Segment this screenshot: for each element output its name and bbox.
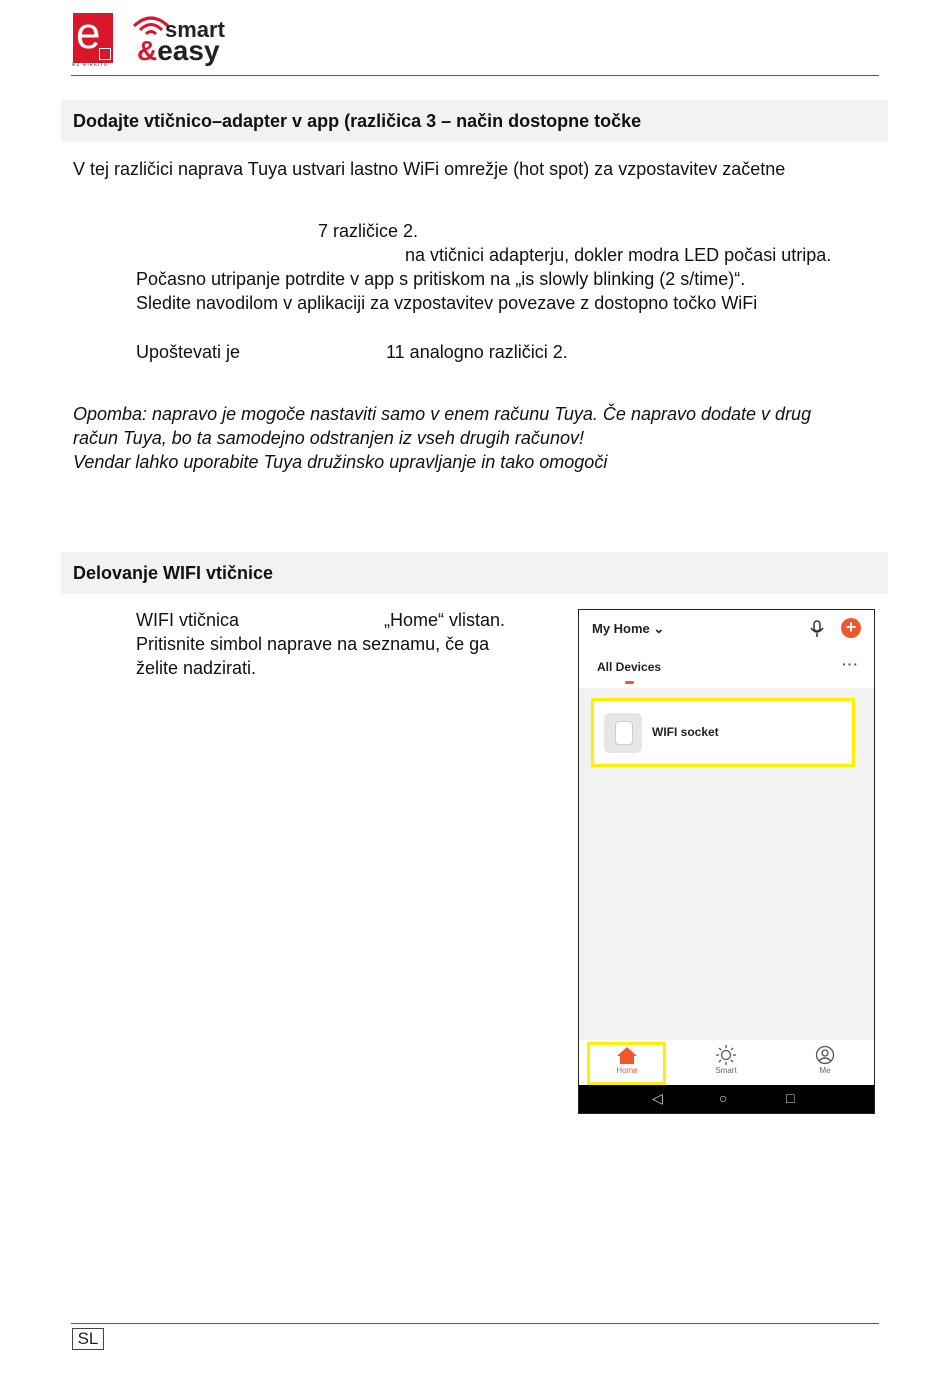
note-line-1: Opomba: napravo je mogoče nastaviti samo v enem računu Tuya. Če napravo dodate v drug <box>73 404 812 424</box>
brand-easy-word: easy <box>157 35 220 66</box>
section-title: Dodajte vtičnico–adapter v app (različica 3 – način dostopne točke <box>73 111 642 131</box>
home-circle-icon[interactable]: ○ <box>719 1090 728 1106</box>
socket-device-icon <box>604 713 642 753</box>
app-header <box>579 610 874 688</box>
device-card-wifi-socket[interactable] <box>591 698 855 767</box>
section-header-operation <box>61 552 888 594</box>
nav-home-label: Home <box>616 1066 638 1075</box>
brand-easy-text <box>137 36 220 66</box>
home-highlight-frame <box>587 1042 666 1085</box>
step-text-2: na vtičnici adapterju, dokler modra LED počasi utripa. <box>405 245 832 265</box>
nav-me-label: Me <box>819 1066 831 1075</box>
language-code-box: SL <box>72 1328 104 1350</box>
header-divider <box>71 75 879 76</box>
nav-me[interactable] <box>795 1045 855 1075</box>
brand-ampersand: & <box>137 35 158 66</box>
device-name: WIFI socket <box>652 725 719 739</box>
step-text-5a: Upoštevati je <box>136 342 241 362</box>
phone-screenshot <box>578 609 875 1114</box>
footer-divider <box>71 1323 879 1324</box>
note-line-3: Vendar lahko uporabite Tuya družinsko upravljanje in tako omogoči <box>73 452 608 472</box>
android-system-bar <box>579 1085 874 1113</box>
step-text-4: Sledite navodilom v aplikaciji za vzpostavitev povezave z dostopno točko WiFi <box>136 293 758 313</box>
more-options-icon[interactable]: ··· <box>842 656 859 672</box>
recents-icon[interactable]: □ <box>786 1090 795 1106</box>
sun-icon <box>715 1045 737 1065</box>
section-header-add-adapter <box>61 100 888 142</box>
logo-square-icon <box>99 48 111 60</box>
note-line-2: račun Tuya, bo ta samodejno odstranjen iz vseh drugih računov! <box>73 428 584 448</box>
home-selector[interactable]: My Home ⌄ <box>592 621 665 636</box>
step-text-1: 7 različice 2. <box>318 221 419 241</box>
profile-icon <box>814 1045 836 1065</box>
back-icon[interactable]: ◁ <box>652 1090 663 1106</box>
chevron-down-icon: ⌄ <box>653 621 665 636</box>
step-text-5b: 11 analogno različici 2. <box>386 342 568 362</box>
operation-text-1a: WIFI vtičnica <box>136 610 240 630</box>
operation-text-2: Pritisnite simbol naprave na seznamu, če ga <box>136 634 490 654</box>
operation-text-3: želite nadzirati. <box>136 658 257 678</box>
intro-text: V tej različici naprava Tuya ustvari lastno WiFi omrežje (hot spot) za vzpostavitev začetne <box>73 159 786 179</box>
section-title: Delovanje WIFI vtičnice <box>73 563 274 583</box>
brand-smart-text: smart <box>165 17 225 42</box>
logo-letter: e <box>76 9 101 58</box>
tab-all-devices[interactable]: All Devices <box>597 660 662 674</box>
tab-active-indicator <box>625 681 634 684</box>
operation-text-1b: „Home“ vlistan. <box>384 610 506 630</box>
nav-smart[interactable] <box>696 1045 756 1075</box>
microphone-icon[interactable] <box>809 620 825 638</box>
nav-smart-label: Smart <box>715 1066 737 1075</box>
logo-subtitle: ez elektro <box>72 62 109 68</box>
ez-elektro-logo <box>73 9 113 63</box>
add-device-icon[interactable]: + <box>841 618 861 638</box>
step-text-3: Počasno utripanje potrdite v app s pritiskom na „is slowly blinking (2 s/time)“. <box>136 269 746 289</box>
